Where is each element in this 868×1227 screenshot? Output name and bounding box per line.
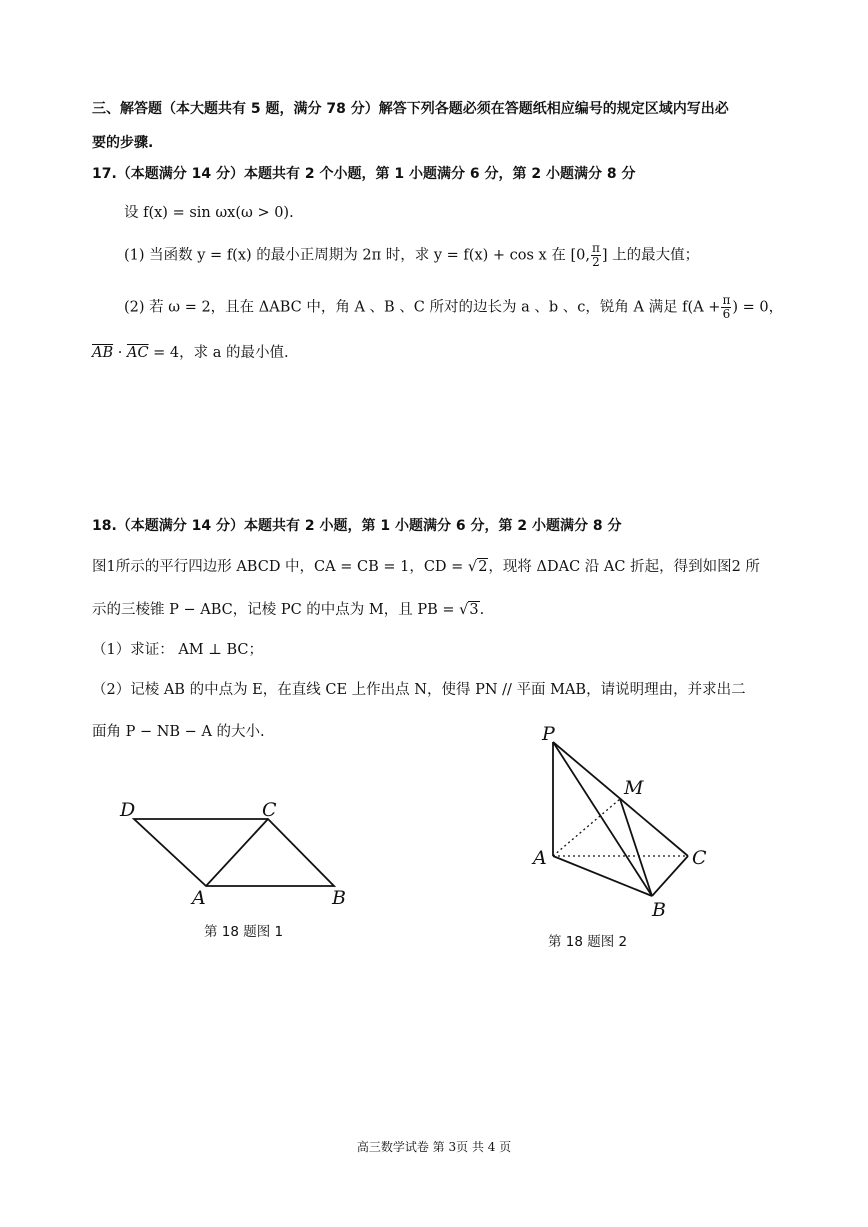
section-heading: 三、解答题（本大题共有 5 题，满分 78 分）解答下列各题必须在答题纸相应编号的规定区域内写出必 (92, 101, 729, 117)
q17-definition: 设 f(x) = sin ωx(ω > 0). (124, 205, 294, 221)
label-c: C (262, 799, 277, 821)
q18-line2-text: 示的三棱锥 P − ABC，记棱 PC 的中点为 M，且 PB = (92, 602, 455, 618)
q17-header: 17.（本题满分 14 分）本题共有 2 个小题，第 1 小题满分 6 分，第 2 小题满分 8 分 (92, 166, 636, 182)
segment-am-hidden (553, 799, 620, 856)
q17-part1-text-end: ] 上的最大值； (601, 247, 700, 264)
q17-part2-text-end: ) = 0， (732, 299, 784, 316)
figure-2-caption: 第 18 题图 2 (548, 934, 628, 950)
section-heading-cont: 要的步骤. (92, 135, 154, 151)
q17-part2-cont: $\overline{AB} \cdot \overline{AC} = 4$，求 a 的最小值. (92, 345, 289, 361)
label-b: B (332, 887, 346, 909)
label-c: C (692, 847, 707, 869)
q18-part1: （1）求证： AM ⊥ BC； (92, 642, 264, 658)
page-footer: 高三数学试卷 第 3页 共 4 页 (356, 1140, 512, 1154)
q18-line1-text-end: ，现将 ΔDAC 沿 AC 折起，得到如图2 所 (488, 559, 760, 575)
edge-bc (652, 856, 688, 896)
q18-line2: 示的三棱锥 P − ABC，记棱 PC 的中点为 M，且 PB = √3. (92, 602, 485, 618)
label-p: P (542, 723, 555, 745)
edge-pb (553, 742, 652, 896)
q18-line1: 图1所示的平行四边形 ABCD 中，CA = CB = 1，CD = √2，现将 ΔDAC 沿 AC 折起，得到如图2 所 (92, 559, 760, 575)
q17-part2-text: (2) 若 ω = 2，且在 ΔABC 中，角 A 、B 、C 所对的边长为 a 、b 、c，锐角 A 满足 f(A + (124, 299, 721, 316)
label-a: A (533, 847, 547, 869)
label-a: A (192, 887, 206, 909)
q17-part1-fraction: $\frac{\pi}{2}$ (591, 241, 600, 269)
q17-part2 (124, 294, 783, 321)
q18-header: 18.（本题满分 14 分）本题共有 2 小题，第 1 小题满分 6 分，第 2 小题满分 8 分 (92, 518, 622, 534)
segment-ac (206, 819, 268, 886)
q17-part1-text: (1) 当函数 y = f(x) 的最小正周期为 2π 时，求 y = f(x) + cos x 在 [0, (124, 247, 590, 264)
parallelogram-abcd (134, 819, 334, 886)
q18-line1-text: 图1所示的平行四边形 ABCD 中，CA = CB = 1，CD = (92, 559, 464, 575)
vector-ab: $\overline{AB}$ (92, 345, 114, 361)
figure-1-caption: 第 18 题图 1 (204, 924, 284, 940)
q18-part2-cont: 面角 P − NB − A 的大小. (92, 724, 265, 740)
q17-part2-fraction: $\frac{\pi}{6}$ (722, 293, 731, 321)
sqrt-2: 2 (478, 559, 488, 575)
segment-mb (620, 799, 652, 896)
edge-ab (553, 856, 652, 896)
q18-line2-text-end: . (479, 602, 485, 618)
q17-part1 (124, 242, 699, 269)
q17-part2-cont-text: = 4，求 a 的最小值. (153, 345, 289, 361)
vector-ac: $\overline{AC}$ (126, 345, 149, 361)
q18-part2: （2）记棱 AB 的中点为 E，在直线 CE 上作出点 N，使得 PN // 平面 MAB，请说明理由，并求出二 (92, 682, 746, 698)
label-b: B (652, 899, 666, 921)
figure-2-pyramid (528, 720, 728, 930)
label-m: M (624, 777, 644, 799)
figure-1-parallelogram (110, 792, 370, 922)
sqrt-3: 3 (469, 602, 479, 618)
label-d: D (120, 799, 136, 821)
